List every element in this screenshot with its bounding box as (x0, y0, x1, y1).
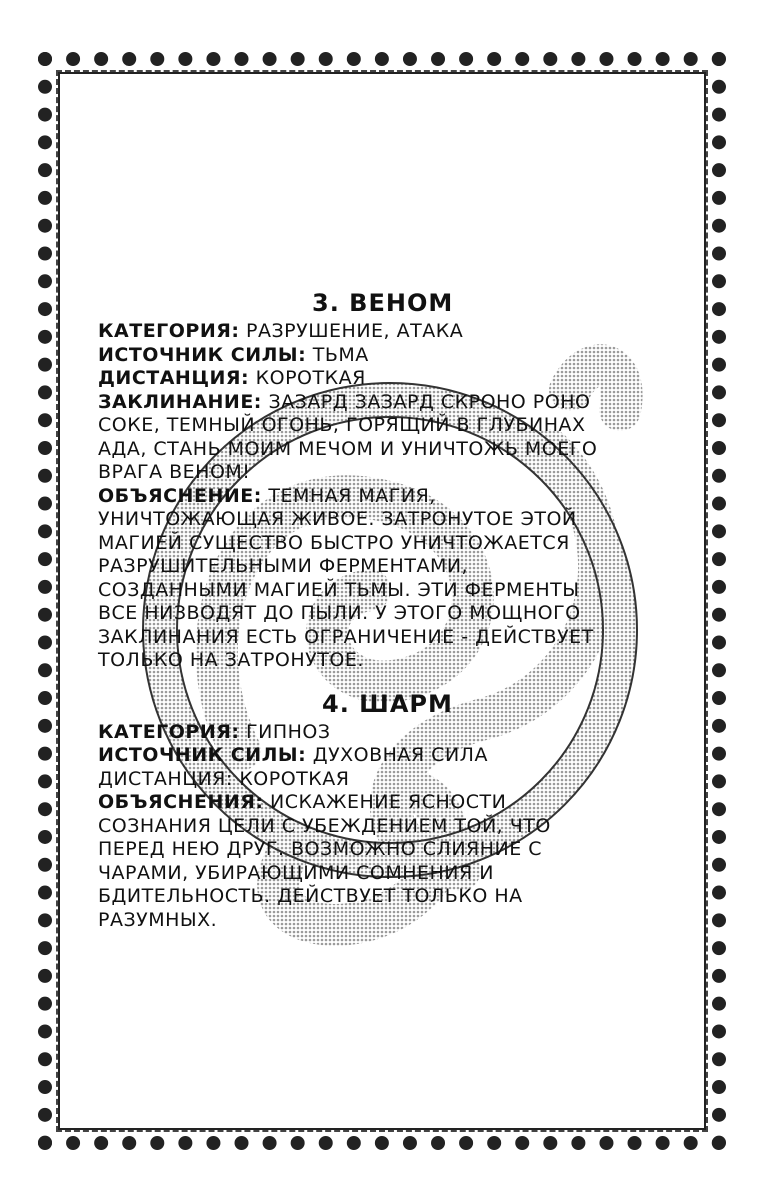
section-title-venom: 3. ВЕНОМ (312, 289, 454, 317)
category-value: ГИПНОЗ (246, 720, 331, 743)
section-title-charm: 4. ШАРМ (322, 689, 453, 718)
category-label: КАТЕГОРИЯ: (98, 720, 240, 743)
explanation-label: ОБЪЯСНЕНИЯ: (98, 791, 264, 813)
explanation-label: ОБЪЯСНЕНИЕ: (98, 484, 262, 507)
explanation-line: БДИТЕЛЬНОСТЬ. ДЕЙСТВУЕТ ТОЛЬКО НА (98, 885, 523, 907)
category-row (98, 721, 678, 745)
explanation-row (98, 485, 678, 509)
spell-line: ЗАЗАРД ЗАЗАРД СКРОНО РОНО (268, 390, 591, 413)
spell-label: ЗАКЛИНАНИЕ: (98, 390, 262, 413)
explanation-line: ТЕМНАЯ МАГИЯ, (268, 484, 436, 507)
explanation-line: РАЗРУШИТЕЛЬНЫМИ ФЕРМЕНТАМИ, (98, 555, 469, 577)
spell-line: АДА, СТАНЬ МОИМ МЕЧОМ И УНИЧТОЖЬ МОЕГО (98, 437, 598, 460)
explanation-line: ИСКАЖЕНИЕ ЯСНОСТИ (270, 791, 507, 813)
category-row (98, 320, 678, 344)
explanation-line: УНИЧТОЖАЮЩАЯ ЖИВОЕ. ЗАТРОНУТОЕ ЭТОЙ (98, 508, 577, 530)
category-label: КАТЕГОРИЯ: (98, 320, 240, 342)
category-value: РАЗРУШЕНИЕ, АТАКА (246, 320, 464, 342)
explanation-row (98, 791, 678, 815)
explanation-line: ВСЕ НИЗВОДЯТ ДО ПЫЛИ. У ЭТОГО МОЩНОГО (98, 602, 581, 624)
source-row (98, 744, 678, 768)
spell-line: СОКЕ, ТЕМНЫЙ ОГОНЬ, ГОРЯЩИЙ В ГЛУБИНАХ (98, 414, 586, 436)
source-label: ИСТОЧНИК СИЛЫ: (98, 343, 307, 366)
spell-descriptions (98, 288, 678, 932)
range-value: КОРОТКАЯ (255, 367, 366, 389)
source-value: ТЬМА (312, 343, 369, 366)
explanation-line: МАГИЕЙ СУЩЕСТВО БЫСТРО УНИЧТОЖАЕТСЯ (98, 531, 570, 554)
explanation-line: ТОЛЬКО НА ЗАТРОНУТОЕ. (98, 649, 364, 671)
explanation-line: ЧАРАМИ, УБИРАЮЩИМИ СОМНЕНИЯ И (98, 861, 494, 884)
range-label: ДИСТАНЦИЯ: (98, 367, 250, 389)
source-row (98, 344, 678, 368)
range-row (98, 367, 678, 391)
range-line: ДИСТАНЦИЯ: КОРОТКАЯ (98, 767, 350, 790)
source-value: ДУХОВНАЯ СИЛА (312, 744, 488, 766)
explanation-line: ЗАКЛИНАНИЯ ЕСТЬ ОГРАНИЧЕНИЕ - ДЕЙСТВУЕТ (98, 625, 594, 648)
explanation-line: ПЕРЕД НЕЮ ДРУГ. ВОЗМОЖНО СЛИЯНИЕ С (98, 838, 543, 860)
spell-line: ВРАГА ВЕНОМ! (98, 461, 251, 483)
source-label: ИСТОЧНИК СИЛЫ: (98, 744, 307, 766)
explanation-line: РАЗУМНЫХ. (98, 908, 218, 931)
spell-row (98, 391, 678, 415)
explanation-line: СОЗНАНИЯ ЦЕЛИ С УБЕЖДЕНИЕМ ТОЙ, ЧТО (98, 814, 551, 837)
explanation-line: СОЗДАННЫМИ МАГИЕЙ ТЬМЫ. ЭТИ ФЕРМЕНТЫ (98, 578, 580, 601)
